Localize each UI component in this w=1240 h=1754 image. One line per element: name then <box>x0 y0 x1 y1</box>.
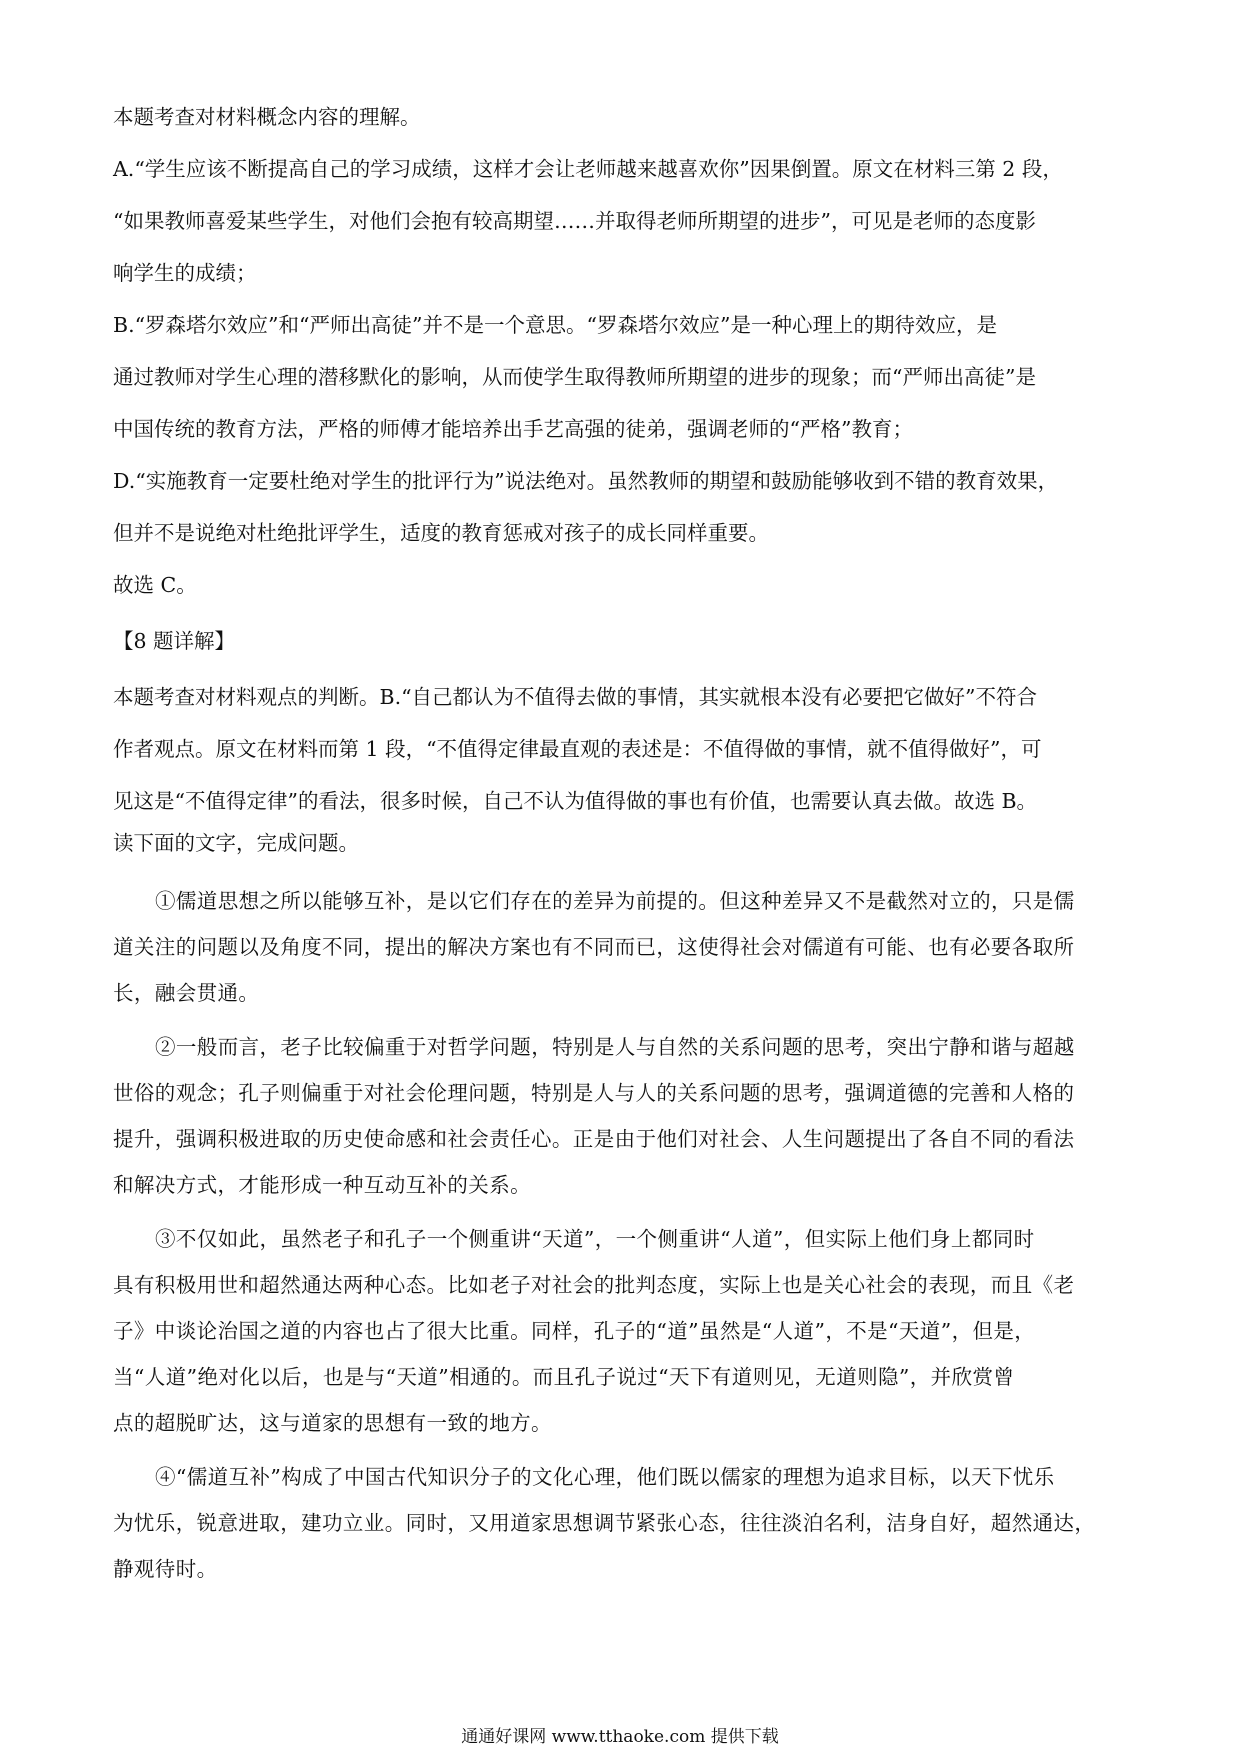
passage-line: 道关注的问题以及角度不同，提出的解决方案也有不同而已，这使得社会对儒道有可能、也有必要各取所 <box>113 935 1075 959</box>
passage-line: 子》中谈论治国之道的内容也占了很大比重。同样，孔子的“道”虽然是“人道”，不是“天道”，但是， <box>113 1319 1036 1343</box>
passage-line: ②一般而言，老子比较偏重于对哲学问题，特别是人与自然的关系问题的思考，突出宁静和谐与超越 <box>155 1035 1075 1059</box>
analysis-7-conclusion: 故选 C。 <box>113 573 197 597</box>
passage-paragraph-2 <box>113 1024 1123 1208</box>
passage-line: ③不仅如此，虽然老子和孔子一个侧重讲“天道”，一个侧重讲“人道”，但实际上他们身上都同时 <box>155 1227 1035 1251</box>
passage-line: 为忧乐，锐意进取，建功立业。同时，又用道家思想调节紧张心态，往往淡泊名利，洁身自好，超然通达， <box>113 1511 1096 1535</box>
page-footer: 通通好课网 www.tthaoke.com 提供下载 <box>461 1727 779 1747</box>
passage-paragraph-3 <box>113 1216 1123 1446</box>
option-a-line: 响学生的成绩； <box>113 261 257 285</box>
reading-instruction: 读下面的文字，完成问题。 <box>113 831 359 855</box>
analysis-8-line: 见这是“不值得定律”的看法，很多时候，自己不认为值得做的事也有价值，也需要认真去做。故选 B。 <box>113 789 1038 813</box>
passage-paragraph-1 <box>113 878 1123 1016</box>
passage-line: 和解决方式，才能形成一种互动互补的关系。 <box>113 1173 531 1197</box>
option-b-line: 通过教师对学生心理的潜移默化的影响，从而使学生取得教师所期望的进步的现象；而“严师出高徒”是 <box>113 365 1036 389</box>
option-d-line: 但并不是说绝对杜绝批评学生，适度的教育惩戒对孩子的成长同样重要。 <box>113 521 769 545</box>
passage-line: 世俗的观念；孔子则偏重于对社会伦理问题，特别是人与人的关系问题的思考，强调道德的完善和人格的 <box>113 1081 1075 1105</box>
passage-line: 具有积极用世和超然通达两种心态。比如老子对社会的批判态度，实际上也是关心社会的表现，而且《老 <box>113 1273 1075 1297</box>
passage-line: 提升，强调积极进取的历史使命感和社会责任心。正是由于他们对社会、人生问题提出了各自不同的看法 <box>113 1127 1075 1151</box>
analysis-8-heading: 【8 题详解】 <box>113 629 236 653</box>
passage-line: 静观待时。 <box>113 1557 218 1581</box>
option-d-line: D.“实施教育一定要杜绝对学生的批评行为”说法绝对。虽然教师的期望和鼓励能够收到不错的教育效果， <box>113 469 1059 493</box>
analysis-8-line: 本题考查对材料观点的判断。B.“自己都认为不值得去做的事情，其实就根本没有必要把它做好”不符合 <box>113 685 1038 709</box>
passage-line: ④“儒道互补”构成了中国古代知识分子的文化心理，他们既以儒家的理想为追求目标，以天下忧乐 <box>155 1465 1055 1489</box>
analysis-8-line: 作者观点。原文在材料而第 1 段，“不值得定律最直观的表述是：不值得做的事情，就不值得做好”，可 <box>113 737 1042 761</box>
passage-paragraph-4 <box>113 1454 1123 1592</box>
option-b-line: 中国传统的教育方法，严格的师傅才能培养出手艺高强的徒弟，强调老师的“严格”教育； <box>113 417 913 441</box>
passage-line: 长，融会贯通。 <box>113 981 260 1005</box>
option-a-line: A.“学生应该不断提高自己的学习成绩，这样才会让老师越来越喜欢你”因果倒置。原文在材料三第 2 段， <box>113 157 1063 181</box>
page-content <box>113 96 1123 1592</box>
passage-line: 当“人道”绝对化以后，也是与“天道”相通的。而且孔子说过“天下有道则见，无道则隐”，并欣赏曾 <box>113 1365 1015 1389</box>
passage-line: ①儒道思想之所以能够互补，是以它们存在的差异为前提的。但这种差异又不是截然对立的，只是儒 <box>155 889 1075 913</box>
option-b-line: B.“罗森塔尔效应”和“严师出高徒”并不是一个意思。“罗森塔尔效应”是一种心理上的期待效应，是 <box>113 313 997 337</box>
option-a-line: “如果教师喜爱某些学生，对他们会抱有较高期望……并取得老师所期望的进步”，可见是老师的态度影 <box>113 209 1036 233</box>
analysis-7-intro: 本题考查对材料概念内容的理解。 <box>113 105 421 129</box>
passage-line: 点的超脱旷达，这与道家的思想有一致的地方。 <box>113 1411 552 1435</box>
